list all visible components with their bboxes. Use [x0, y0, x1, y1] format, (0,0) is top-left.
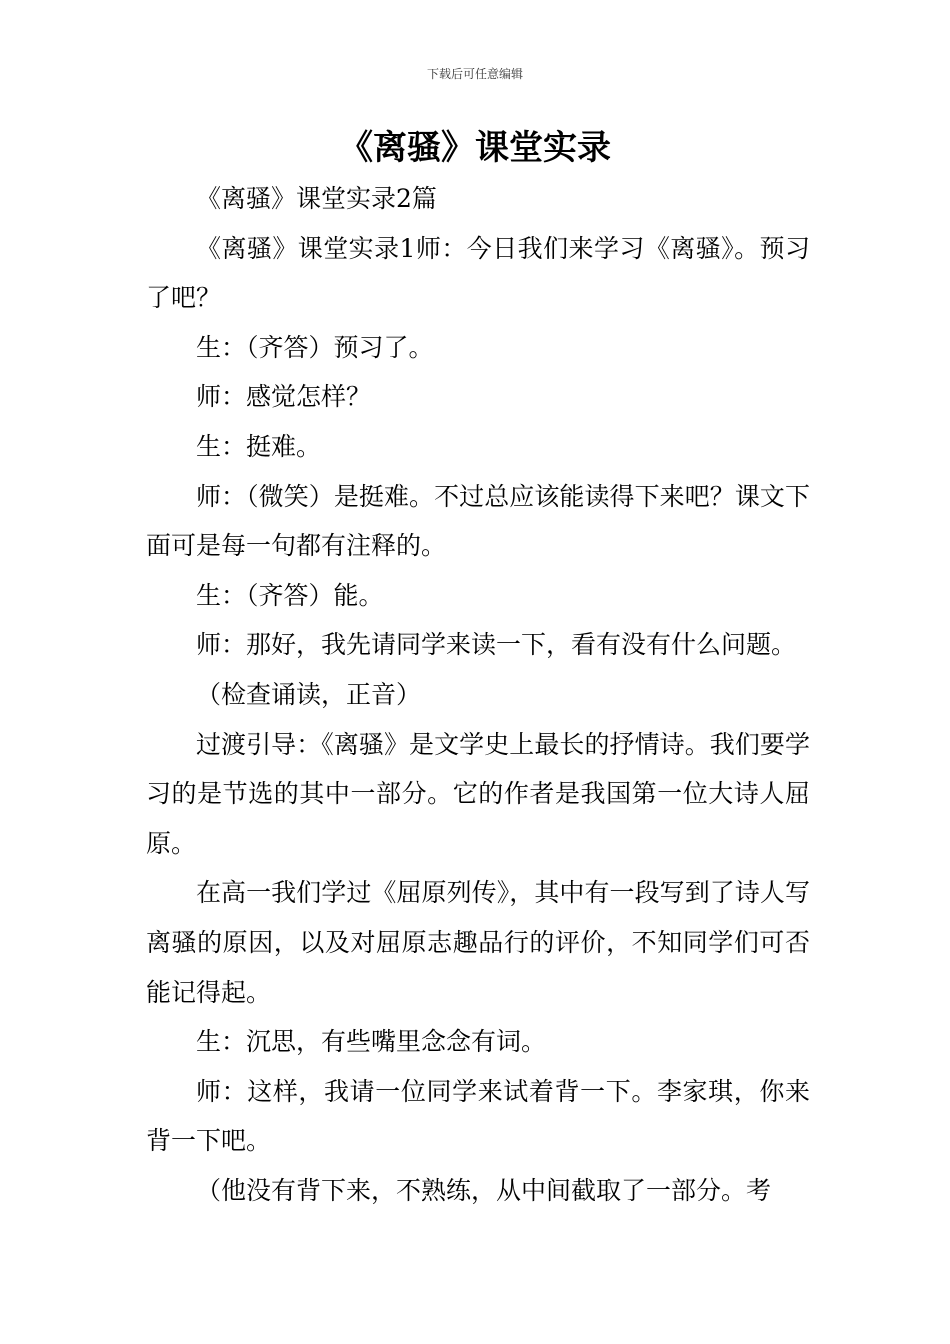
paragraph: 生：（齐答）能。	[196, 580, 384, 610]
document-title: 《离骚》课堂实录	[339, 128, 611, 168]
paragraph: 师：这样，我请一位同学来试着背一下。李家琪，你来背一下吧。	[146, 1076, 810, 1156]
paragraph: 师：那好，我先请同学来读一下，看有没有什么问题。	[196, 630, 797, 660]
paragraph: 生：（齐答）预习了。	[196, 332, 434, 362]
paragraph: 师：感觉怎样？	[196, 382, 372, 412]
paragraph: 《离骚》课堂实录1师：今日我们来学习《离骚》。预习了吧？	[146, 233, 810, 313]
paragraph: （检查诵读，正音）	[196, 679, 422, 709]
paragraph: 师：（微笑）是挺难。不过总应该能读得下来吧？课文下面可是每一句都有注释的。	[146, 481, 810, 561]
paragraph: 生：沉思，有些嘴里念念有词。	[196, 1027, 547, 1057]
header-note: 下载后可任意编辑	[426, 67, 523, 81]
paragraph: 过渡引导：《离骚》是文学史上最长的抒情诗。我们要学习的是节选的其中一部分。它的作者是我国第一位大诗人屈原。	[146, 729, 810, 858]
paragraph: （他没有背下来，不熟练，从中间截取了一部分。考	[196, 1175, 772, 1205]
paragraph: 《离骚》课堂实录2篇	[196, 184, 437, 213]
paragraph: 在高一我们学过《屈原列传》，其中有一段写到了诗人写离骚的原因，以及对屈原志趣品行的评价，不知同学们可否能记得起。	[146, 878, 810, 1007]
paragraph: 生：挺难。	[196, 431, 322, 461]
document-body	[146, 174, 810, 1215]
